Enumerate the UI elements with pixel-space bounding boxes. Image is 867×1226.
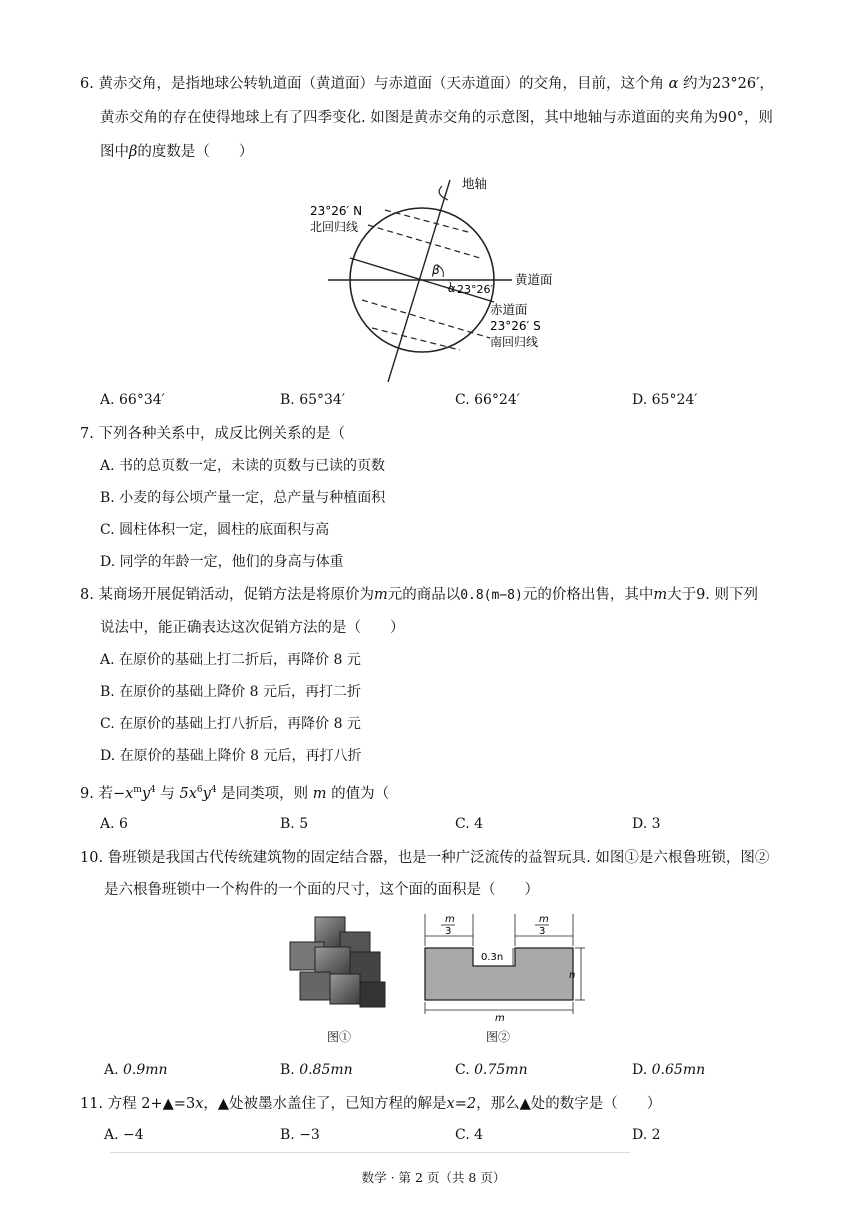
q6-number: 6. (80, 76, 94, 92)
dash-lower-line (372, 328, 460, 350)
q11-stem: 11. 方程 2+▲=3x，▲处被墨水盖住了，已知方程的解是x=2，那么▲处的数字是（ ） (80, 1096, 662, 1112)
q8-number: 8. (80, 587, 94, 603)
q11-option-a[interactable]: A. −4 (104, 1127, 144, 1143)
q8-option-d[interactable]: D. 在原价的基础上降价 8 元后，再打八折 (100, 748, 362, 764)
south-name-label: 南回归线 (490, 335, 539, 349)
q11-number: 11. (80, 1096, 104, 1112)
page-footer: 数学 · 第 2 页（共 8 页） (361, 1170, 506, 1185)
q7-option-c[interactable]: C. 圆柱体积一定，圆柱的底面积与高 (100, 522, 330, 538)
q7-option-b[interactable]: B. 小麦的每公顷产量一定，总产量与种植面积 (100, 490, 386, 506)
q8-line1: 8. 某商场开展促销活动，促销方法是将原价为m元的商品以0.8(m−8)元的价格出售，其中m大于9. 则下列 (80, 587, 759, 603)
q9-option-d[interactable]: D. 3 (632, 816, 661, 832)
q6-line3: 图中β的度数是（ ） (100, 144, 254, 160)
q9-option-c[interactable]: C. 4 (455, 816, 484, 832)
fig1-caption: 图① (327, 1030, 352, 1044)
q6-option-d[interactable]: D. 65°24′ (632, 392, 698, 408)
ecliptic-diagram (290, 170, 580, 385)
fig2-bottom-m: m (495, 1013, 505, 1023)
tropic-capricorn-line (362, 300, 490, 338)
alpha-value-label: 23°26′ (457, 283, 493, 296)
q9-stem: 9. 若$-x^my^4$ 与 $5x^6y^4$ 是同类项，则 m 的值为（ (80, 785, 390, 802)
q6-option-c[interactable]: C. 66°24′ (455, 392, 520, 408)
north-deg-label: 23°26′ N (310, 204, 363, 218)
fig2-m-left: m (445, 914, 455, 925)
equator-label: 赤道面 (490, 302, 528, 317)
q9-option-a[interactable]: A. 6 (100, 816, 128, 832)
q9-number: 9. (80, 785, 94, 802)
north-name-label: 北回归线 (310, 220, 359, 234)
q6-option-a[interactable]: A. 66°34′ (100, 392, 165, 408)
luban-lock-image (285, 912, 395, 1017)
beta-label: β (432, 263, 440, 277)
fig2-three-right: 3 (539, 926, 546, 937)
q8-line2: 说法中，能正确表达这次促销方法的是（ ） (100, 620, 405, 636)
q8-option-c[interactable]: C. 在原价的基础上打八折后，再降价 8 元 (100, 716, 361, 732)
tropic-cancer-line (368, 225, 480, 258)
component-face-diagram (415, 908, 590, 1023)
q10-option-d[interactable]: D. 0.65mn (632, 1062, 706, 1078)
q10-option-b[interactable]: B. 0.85mn (280, 1062, 353, 1078)
q7-option-d[interactable]: D. 同学的年龄一定，他们的身高与体重 (100, 554, 344, 570)
alpha-label: α (448, 282, 456, 295)
q6-line1: 6. 黄赤交角，是指地球公转轨道面（黄道面）与赤道面（天赤道面）的交角，目前，这个角 α 约为23°26′， (80, 76, 774, 92)
fig2-n-label: n (569, 970, 576, 981)
ecliptic-label: 黄道面 (515, 272, 553, 287)
q8-option-b[interactable]: B. 在原价的基础上降价 8 元后，再打二折 (100, 684, 362, 700)
q10-number: 10. (80, 850, 104, 866)
q11-option-d[interactable]: D. 2 (632, 1127, 661, 1143)
q10-option-c[interactable]: C. 0.75mn (455, 1062, 528, 1078)
q10-option-a[interactable]: A. 0.9mn (104, 1062, 168, 1078)
fig2-notch-label: 0.3n (481, 952, 504, 963)
q6-option-b[interactable]: B. 65°34′ (280, 392, 346, 408)
q11-option-b[interactable]: B. −3 (280, 1127, 320, 1143)
q7-stem: 7. 下列各种关系中，成反比例关系的是（ (80, 426, 345, 442)
axis-label: 地轴 (462, 176, 488, 191)
dash-upper-line (385, 210, 468, 232)
q9-option-b[interactable]: B. 5 (280, 816, 309, 832)
q10-line1: 10. 鲁班锁是我国古代传统建筑物的固定结合器，也是一种广泛流传的益智玩具. 如图①是六根鲁班锁，图② (80, 850, 770, 866)
q10-line2: 是六根鲁班锁中一个构件的一个面的尺寸，这个面的面积是（ ） (104, 882, 539, 898)
q7-option-a[interactable]: A. 书的总页数一定，未读的页数与已读的页数 (100, 458, 386, 474)
south-deg-label: 23°26′ S (490, 319, 541, 333)
q8-option-a[interactable]: A. 在原价的基础上打二折后，再降价 8 元 (100, 652, 361, 668)
fig2-m-right: m (539, 914, 549, 925)
q11-option-c[interactable]: C. 4 (455, 1127, 484, 1143)
q6-line2: 黄赤交角的存在使得地球上有了四季变化. 如图是黄赤交角的示意图，其中地轴与赤道面的夹角为90°，则 (100, 110, 773, 126)
scan-divider (110, 1152, 630, 1153)
fig2-caption: 图② (486, 1030, 511, 1044)
q7-number: 7. (80, 426, 94, 442)
fig2-three-left: 3 (445, 926, 452, 937)
